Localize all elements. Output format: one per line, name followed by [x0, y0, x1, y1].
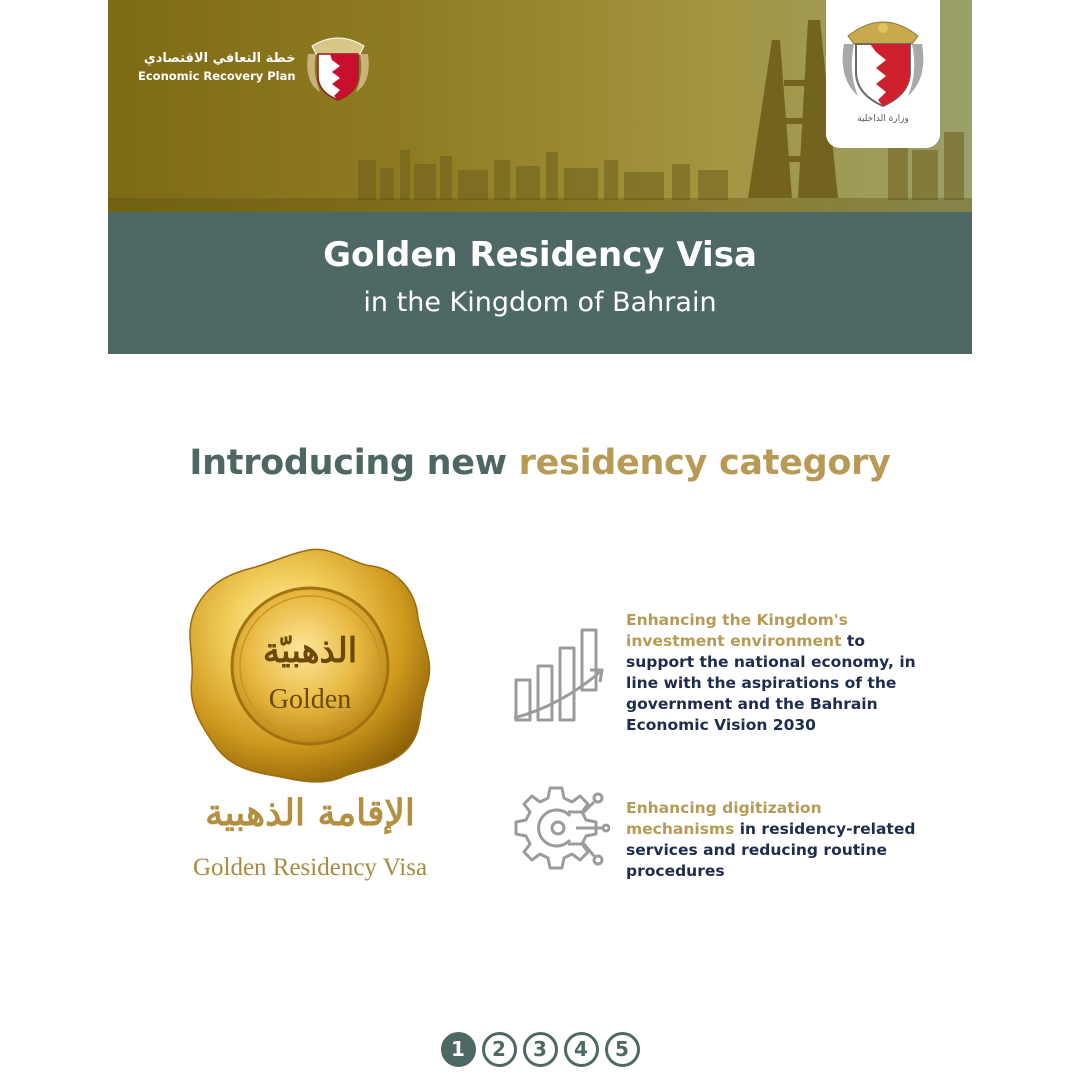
bahrain-emblem-icon: [306, 32, 370, 102]
golden-seal-image: [184, 544, 434, 784]
ministry-arabic-label: وزارة الداخلية: [857, 114, 909, 124]
feature-digitization-text: [626, 798, 926, 882]
page-title: Golden Residency Visa: [323, 235, 757, 275]
page-2-button[interactable]: 2: [482, 1032, 517, 1067]
page-4-button[interactable]: 4: [564, 1032, 599, 1067]
erp-english-label: Economic Recovery Plan: [138, 69, 296, 83]
feature-investment-text: [626, 610, 926, 736]
erp-arabic-label: خطة التعافي الاقتصادي: [143, 51, 296, 66]
digital-gear-icon: [510, 780, 610, 880]
feature-digitization-body: in residency-related services and reducing routine procedures: [626, 820, 916, 880]
title-band: [108, 212, 972, 354]
feature-investment-highlight: Enhancing the Kingdom's investment environment: [626, 611, 848, 650]
section-heading: [0, 438, 1080, 488]
feature-investment: [510, 608, 930, 738]
feature-digitization: [510, 780, 930, 890]
seal-arabic-text: الذهبيّة: [262, 631, 358, 671]
heading-part-2: residency category: [518, 443, 891, 483]
economic-recovery-plan-logo: [138, 32, 370, 102]
page-indicator: [0, 1032, 1080, 1067]
golden-residency-arabic-title: الإقامة الذهبية: [205, 792, 415, 834]
page-3-button[interactable]: 3: [523, 1032, 558, 1067]
growth-chart-icon: [510, 626, 610, 726]
feature-investment-body: to support the national economy, in line with the aspirations of the government and the Bahrain Economic Vision 2030: [626, 632, 916, 734]
header-banner: [108, 0, 972, 212]
golden-residency-english-title: Golden Residency Visa: [192, 854, 428, 881]
seal-golden-text: Golden: [268, 684, 352, 715]
page-5-button[interactable]: 5: [605, 1032, 640, 1067]
page-1-button[interactable]: 1: [441, 1032, 476, 1067]
ministry-emblem-icon: [838, 14, 928, 110]
page-subtitle: in the Kingdom of Bahrain: [363, 287, 717, 318]
heading-part-1: Introducing new: [189, 443, 507, 483]
ministry-of-interior-logo: [826, 0, 940, 148]
feature-digitization-highlight: Enhancing digitization mechanisms: [626, 799, 822, 838]
